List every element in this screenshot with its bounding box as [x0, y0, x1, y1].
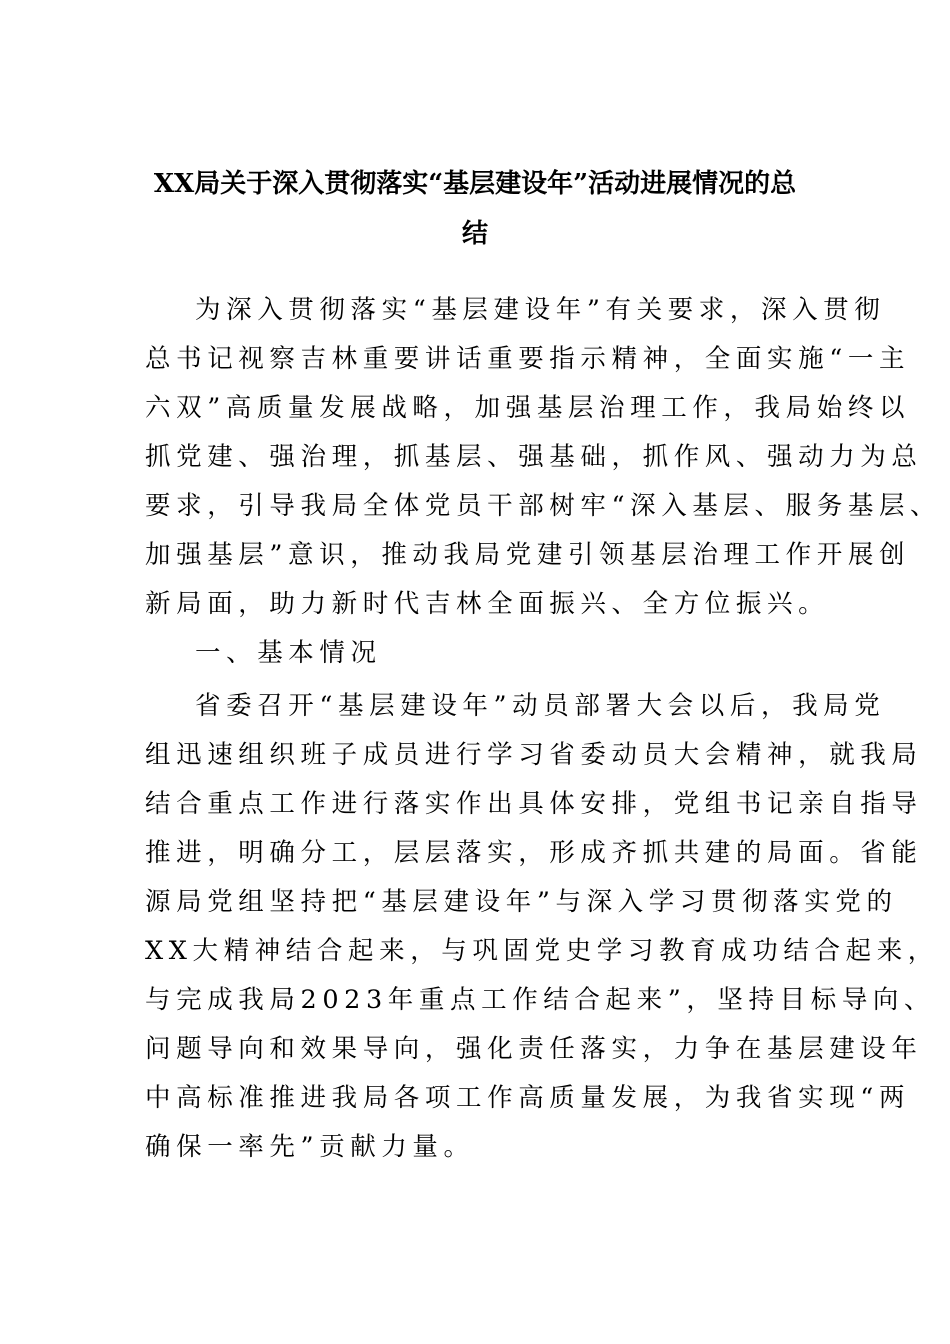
paragraph-line: 问题导向和效果导向，强化责任落实，力争在基层建设年: [145, 1034, 923, 1064]
paragraph-line: 加强基层”意识，推动我局党建引领基层治理工作开展创: [145, 540, 911, 570]
document-title-line-1: XX局关于深入贯彻落实“基层建设年”活动进展情况的总: [153, 169, 797, 199]
paragraph-line: 结合重点工作进行落实作出具体安排，党组书记亲自指导: [145, 789, 923, 819]
paragraph-line: 新局面，助力新时代吉林全面振兴、全方位振兴。: [145, 589, 830, 619]
paragraph-line: 中高标准推进我局各项工作高质量发展，为我省实现“两: [145, 1083, 911, 1113]
paragraph-line: 省委召开“基层建设年”动员部署大会以后，我局党: [195, 691, 886, 721]
paragraph-line: 组迅速组织班子成员进行学习省委动员大会精神，就我局: [145, 740, 923, 770]
paragraph-line: 为深入贯彻落实“基层建设年”有关要求，深入贯彻: [195, 295, 886, 325]
section-heading: 一、基本情况: [195, 638, 382, 668]
paragraph-line: 源局党组坚持把“基层建设年”与深入学习贯彻落实党的: [145, 887, 898, 917]
document-title-line-2: 结: [461, 219, 488, 249]
paragraph-line: 六双”高质量发展战略，加强基层治理工作，我局始终以: [145, 393, 911, 423]
paragraph-line: 抓党建、强治理，抓基层、强基础，抓作风、强动力为总: [145, 442, 923, 472]
paragraph-line: 与完成我局2023年重点工作结合起来”，坚持目标导向、: [145, 985, 936, 1015]
paragraph-line: 要求，引导我局全体党员干部树牢“深入基层、服务基层、: [145, 491, 942, 521]
paragraph-line: 推进，明确分工，层层落实，形成齐抓共建的局面。省能: [145, 838, 923, 868]
paragraph-line: XX大精神结合起来，与巩固党史学习教育成功结合起来，: [145, 936, 939, 966]
paragraph-line: 确保一率先”贡献力量。: [145, 1132, 475, 1162]
paragraph-line: 总书记视察吉林重要讲话重要指示精神，全面实施“一主: [145, 344, 911, 374]
